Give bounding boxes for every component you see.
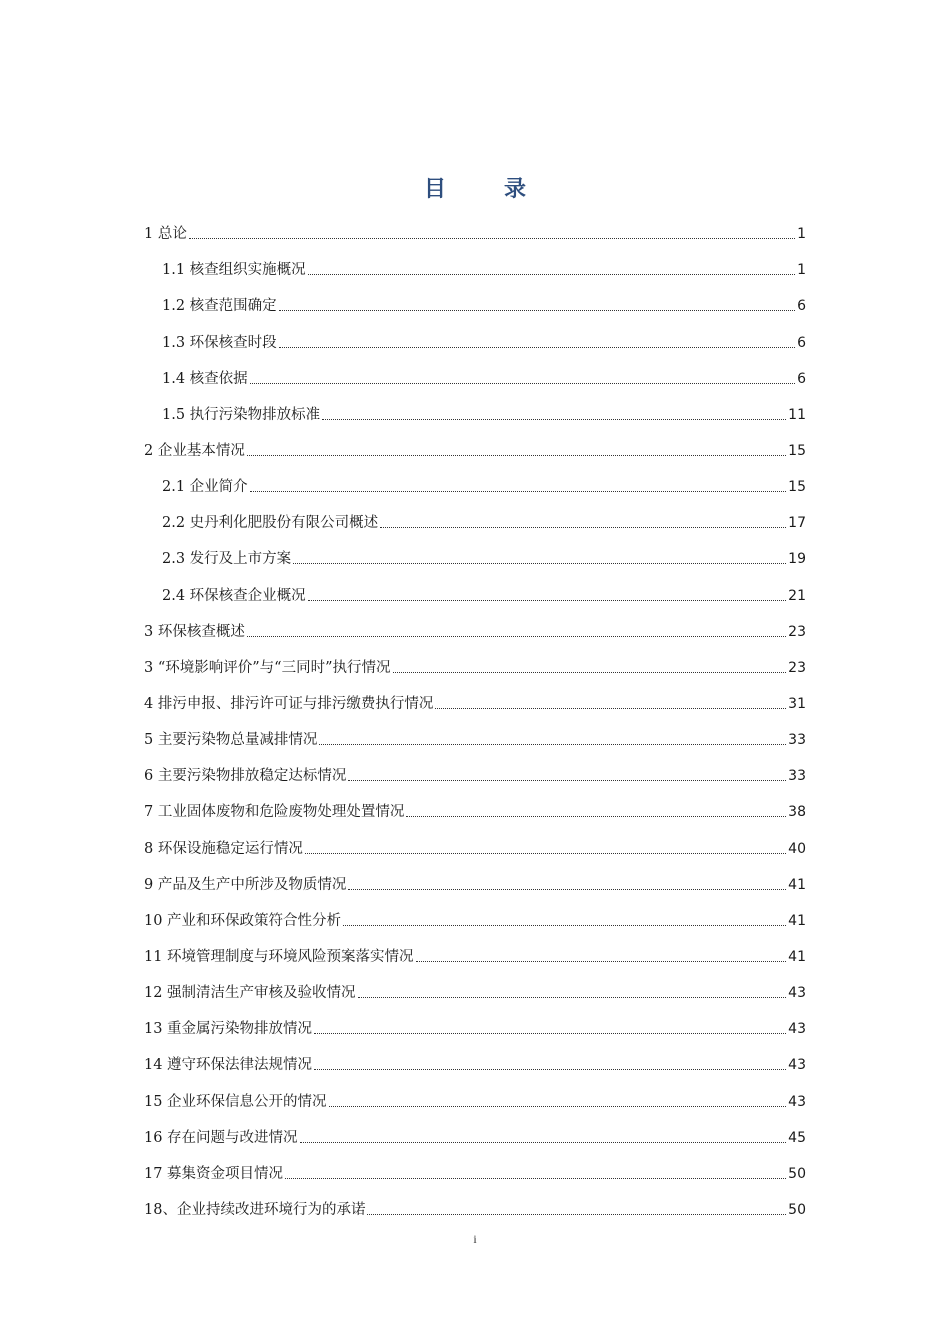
toc-dot-leader — [279, 310, 795, 311]
toc-dot-leader — [314, 1069, 786, 1070]
toc-entry-page: 19 — [788, 551, 806, 568]
toc-entry-page: 50 — [788, 1201, 806, 1218]
toc-entry[interactable] — [144, 756, 806, 792]
toc-dot-leader — [293, 563, 786, 564]
toc-entry-label: 7 工业固体废物和危险废物处理处置情况 — [144, 804, 405, 821]
toc-entry[interactable] — [144, 539, 806, 575]
toc-entry-label: 1.1 核查组织实施概况 — [162, 262, 306, 279]
toc-entry-page: 1 — [797, 226, 806, 243]
toc-dot-leader — [393, 672, 787, 673]
toc-entry[interactable] — [144, 612, 806, 648]
toc-entry-label: 14 遵守环保法律法规情况 — [144, 1057, 313, 1074]
toc-dot-leader — [343, 925, 786, 926]
toc-dot-leader — [279, 347, 795, 348]
toc-dot-leader — [300, 1142, 787, 1143]
toc-dot-leader — [319, 744, 786, 745]
toc-entry-label: 2.2 史丹利化肥股份有限公司概述 — [162, 515, 379, 532]
toc-entry[interactable] — [144, 214, 806, 250]
toc-dot-leader — [358, 997, 787, 998]
toc-entry-label: 10 产业和环保政策符合性分析 — [144, 912, 342, 929]
toc-entry-page: 43 — [788, 1093, 806, 1110]
toc-entry-label: 4 排污申报、排污许可证与排污缴费执行情况 — [144, 695, 434, 712]
toc-dot-leader — [406, 816, 786, 817]
toc-entry-label: 3 “环境影响评价”与“三同时”执行情况 — [144, 659, 391, 676]
toc-entry[interactable] — [144, 1009, 806, 1045]
toc-title: 目 录 — [423, 177, 544, 202]
toc-entry-page: 38 — [788, 804, 806, 821]
toc-dot-leader — [189, 238, 795, 239]
toc-entry-page: 43 — [788, 985, 806, 1002]
page-number: i — [473, 1232, 477, 1246]
toc-entry-page: 6 — [797, 370, 806, 387]
toc-entry[interactable] — [144, 322, 806, 358]
toc-entry-page: 31 — [788, 695, 806, 712]
toc-entry[interactable] — [144, 973, 806, 1009]
toc-entry-label: 5 主要污染物总量减排情况 — [144, 732, 318, 749]
toc-entry-label: 13 重金属污染物排放情况 — [144, 1021, 313, 1038]
toc-entry[interactable] — [144, 901, 806, 937]
toc-dot-leader — [308, 274, 795, 275]
toc-dot-leader — [308, 600, 787, 601]
toc-dot-leader — [305, 853, 786, 854]
toc-entry-page: 6 — [797, 334, 806, 351]
toc-entry-page: 45 — [788, 1129, 806, 1146]
toc-dot-leader — [250, 491, 787, 492]
toc-dot-leader — [247, 636, 786, 637]
toc-entry-label: 2.3 发行及上市方案 — [162, 551, 292, 568]
toc-entry[interactable] — [144, 575, 806, 611]
toc-dot-leader — [247, 455, 786, 456]
toc-entry-page: 43 — [788, 1057, 806, 1074]
toc-entry-label: 18、企业持续改进环境行为的承诺 — [144, 1201, 366, 1218]
toc-entry[interactable] — [144, 648, 806, 684]
toc-dot-leader — [367, 1214, 786, 1215]
toc-entry[interactable] — [144, 1118, 806, 1154]
toc-entry-label: 6 主要污染物排放稳定达标情况 — [144, 768, 347, 785]
toc-entry[interactable] — [144, 250, 806, 286]
toc-entry-page: 21 — [788, 587, 806, 604]
toc-entry-label: 1.5 执行污染物排放标准 — [162, 406, 321, 423]
toc-entry-page: 15 — [788, 442, 806, 459]
toc-entry-label: 17 募集资金项目情况 — [144, 1165, 284, 1182]
toc-entry-page: 17 — [788, 515, 806, 532]
toc-entry[interactable] — [144, 395, 806, 431]
toc-entry-page: 1 — [797, 262, 806, 279]
toc-entry-page: 6 — [797, 298, 806, 315]
toc-entry[interactable] — [144, 359, 806, 395]
toc-entry[interactable] — [144, 937, 806, 973]
toc-entry[interactable] — [144, 684, 806, 720]
toc-entry-page: 15 — [788, 479, 806, 496]
toc-entry[interactable] — [144, 503, 806, 539]
toc-entry[interactable] — [144, 1190, 806, 1226]
toc-dot-leader — [329, 1106, 787, 1107]
toc-entry[interactable] — [144, 286, 806, 322]
toc-entry[interactable] — [144, 1081, 806, 1117]
toc-dot-leader — [285, 1178, 786, 1179]
toc-dot-leader — [322, 419, 786, 420]
toc-entry-label: 9 产品及生产中所涉及物质情况 — [144, 876, 347, 893]
toc-entry-label: 3 环保核查概述 — [144, 623, 245, 640]
toc-entry-label: 16 存在问题与改进情况 — [144, 1129, 298, 1146]
toc-entry-page: 40 — [788, 840, 806, 857]
toc-entry[interactable] — [144, 467, 806, 503]
toc-entry[interactable] — [144, 1154, 806, 1190]
toc-dot-leader — [348, 889, 786, 890]
toc-dot-leader — [314, 1033, 786, 1034]
table-of-contents — [144, 214, 806, 1226]
toc-entry[interactable] — [144, 828, 806, 864]
toc-dot-leader — [348, 780, 786, 781]
toc-entry-label: 15 企业环保信息公开的情况 — [144, 1093, 327, 1110]
toc-entry-page: 41 — [788, 876, 806, 893]
toc-entry-label: 11 环境管理制度与环境风险预案落实情况 — [144, 948, 414, 965]
toc-entry[interactable] — [144, 431, 806, 467]
toc-entry-label: 2 企业基本情况 — [144, 442, 245, 459]
toc-entry-label: 1.2 核查范围确定 — [162, 298, 277, 315]
toc-entry-page: 23 — [788, 623, 806, 640]
toc-entry-label: 8 环保设施稳定运行情况 — [144, 840, 303, 857]
toc-entry[interactable] — [144, 720, 806, 756]
toc-entry-page: 33 — [788, 732, 806, 749]
toc-entry-label: 1 总论 — [144, 226, 187, 243]
toc-entry-page: 50 — [788, 1165, 806, 1182]
toc-entry[interactable] — [144, 1045, 806, 1081]
toc-entry[interactable] — [144, 792, 806, 828]
toc-dot-leader — [416, 961, 787, 962]
toc-entry-page: 23 — [788, 659, 806, 676]
toc-entry-label: 2.1 企业简介 — [162, 479, 248, 496]
toc-entry-page: 41 — [788, 948, 806, 965]
toc-dot-leader — [435, 708, 786, 709]
toc-entry-label: 1.4 核查依据 — [162, 370, 248, 387]
toc-dot-leader — [250, 383, 795, 384]
toc-entry-label: 1.3 环保核查时段 — [162, 334, 277, 351]
toc-entry-label: 12 强制清洁生产审核及验收情况 — [144, 985, 356, 1002]
toc-entry-page: 43 — [788, 1021, 806, 1038]
toc-entry-page: 33 — [788, 768, 806, 785]
toc-entry-label: 2.4 环保核查企业概况 — [162, 587, 306, 604]
toc-entry[interactable] — [144, 865, 806, 901]
toc-entry-page: 11 — [788, 406, 806, 423]
toc-dot-leader — [380, 527, 786, 528]
toc-entry-page: 41 — [788, 912, 806, 929]
